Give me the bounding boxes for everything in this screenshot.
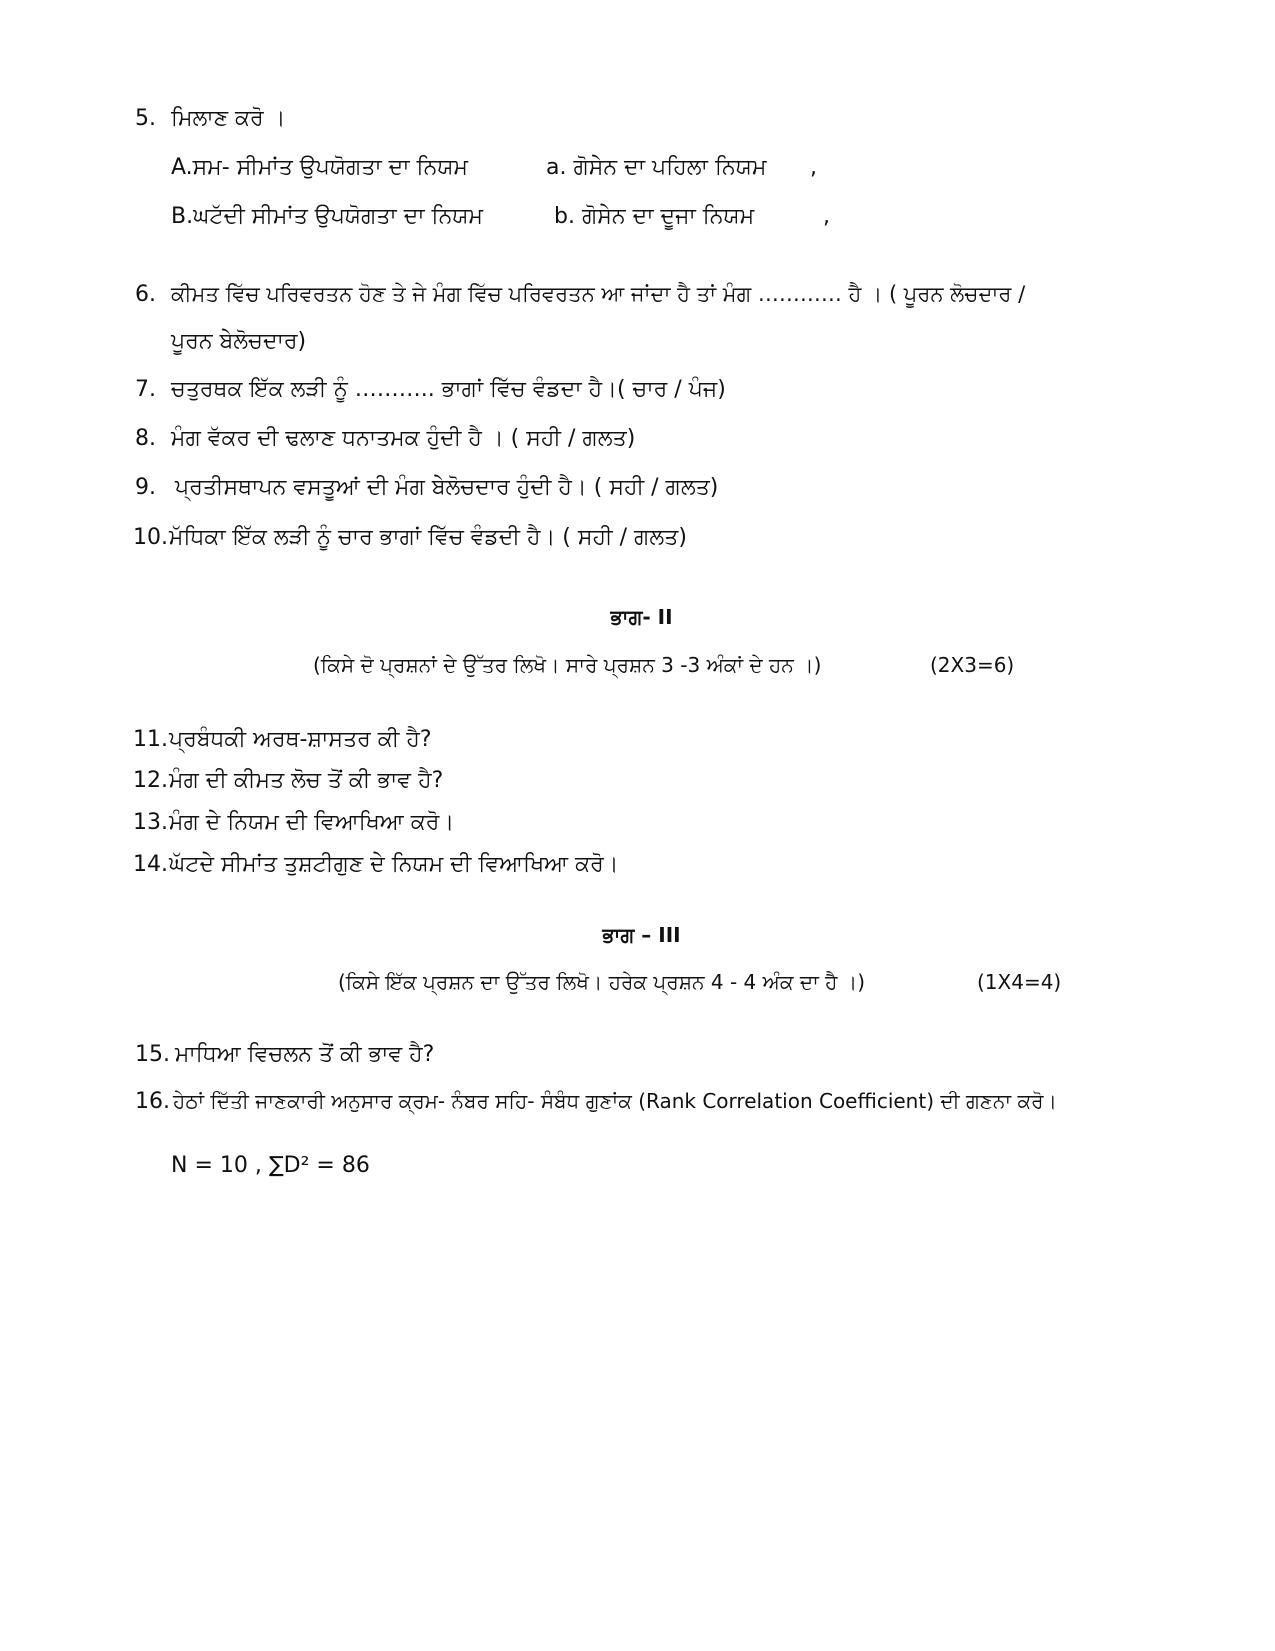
question-6-continuation: ਪੂਰਨ ਬੇਲੋਚਦਾਰ)	[171, 329, 307, 354]
question-9	[135, 473, 718, 503]
question-13	[133, 808, 454, 838]
question-8	[135, 424, 635, 454]
section-marks-part-3: (1X4=4)	[977, 970, 1062, 994]
question-text: ਮੰਗ ਵੱਕਰ ਦੀ ਢਲਾਣ ਧਨਾਤਮਕ ਹੁੰਦੀ ਹੈ । ( ਸਹੀ / ਗਲਤ)	[171, 426, 636, 451]
question-number: 6.	[135, 282, 156, 307]
question-number: 15.	[135, 1042, 170, 1067]
match-mark-a: ,	[810, 155, 817, 180]
section-heading-part-2: ਭਾਗ- II	[610, 605, 673, 629]
section-instruction-part-3: (ਕਿਸੇ ਇੱਕ ਪ੍ਰਸ਼ਨ ਦਾ ਉੱਤਰ ਲਿਖੋ। ਹਰੇਕ ਪ੍ਰਸ਼ਨ 4 - 4 ਅੰਕ ਦਾ ਹੈ ।)	[338, 970, 866, 994]
section-instruction-part-2: (ਕਿਸੇ ਦੋ ਪ੍ਰਸ਼ਨਾਂ ਦੇ ਉੱਤਰ ਲਿਖੋ। ਸਾਰੇ ਪ੍ਰਸ਼ਨ 3 -3 ਅੰਕਾਂ ਦੇ ਹਨ ।)	[313, 653, 822, 677]
question-text: ਪ੍ਰਬੰਧਕੀ ਅਰਥ-ਸ਼ਾਸਤਰ ਕੀ ਹੈ?	[169, 727, 432, 752]
question-14	[133, 850, 619, 880]
section-marks-part-2: (2X3=6)	[930, 653, 1015, 677]
question-11	[133, 725, 432, 755]
question-6	[135, 279, 1025, 310]
question-number: 16.	[135, 1089, 170, 1114]
question-number: 9.	[135, 475, 156, 500]
question-text: ਮੰਗ ਦੇ ਨਿਯਮ ਦੀ ਵਿਆਖਿਆ ਕਰੋ।	[169, 810, 455, 835]
question-number: 5.	[135, 106, 156, 131]
question-number: 8.	[135, 426, 156, 451]
match-left-b: B.ਘਟੱਦੀ ਸੀਮਾਂਤ ਉਪਯੋਗਤਾ ਦਾ ਨਿਯਮ	[171, 204, 484, 229]
question-text: ਮਿਲਾਣ ਕਰੋ ।	[171, 106, 286, 131]
question-7	[135, 375, 726, 405]
match-right-a: a. ਗੋਸੇਨ ਦਾ ਪਹਿਲਾ ਨਿਯਮ	[546, 155, 767, 180]
question-text: ਮੱਧਿਕਾ ਇੱਕ ਲੜੀ ਨੂੰ ਚਾਰ ਭਾਗਾਂ ਵਿੱਚ ਵੰਡਦੀ ਹੈ। ( ਸਹੀ / ਗਲਤ)	[169, 525, 687, 550]
question-text: ਕੀਮਤ ਵਿੱਚ ਪਰਿਵਰਤਨ ਹੋਣ ਤੇ ਜੇ ਮੰਗ ਵਿੱਚ ਪਰਿਵਰਤਨ ਆ ਜਾਂਦਾ ਹੈ ਤਾਂ ਮੰਗ ………… ਹੈ । ( ਪੂਰਨ ਲੋਚਦਾਰ /	[171, 282, 1026, 306]
question-number: 14.	[133, 852, 168, 877]
match-right-b: b. ਗੋਸੇਨ ਦਾ ਦੂਜਾ ਨਿਯਮ	[554, 204, 755, 229]
question-number: 7.	[135, 377, 156, 402]
question-text: ਮਾਧਿਆ ਵਿਚਲਨ ਤੋਂ ਕੀ ਭਾਵ ਹੈ?	[175, 1042, 435, 1067]
question-text: ਹੇਠਾਂ ਦਿੱਤੀ ਜਾਣਕਾਰੀ ਅਨੁਸਾਰ ਕ੍ਰਮ- ਨੰਬਰ ਸਹਿ- ਸੰਬੰਧ ਗੁਣਾਂਕ (Rank Correlation Coefficient) ਦੀ ਗਣਨਾ ਕਰੋ।	[173, 1089, 1058, 1113]
question-12	[133, 766, 443, 796]
question-text: ਪ੍ਰਤੀਸਥਾਪਨ ਵਸਤੂਆਂ ਦੀ ਮੰਗ ਬੇਲੋਚਦਾਰ ਹੁੰਦੀ ਹੈ। ( ਸਹੀ / ਗਲਤ)	[175, 475, 719, 500]
question-text: ਮੰਗ ਦੀ ਕੀਮਤ ਲੋਚ ਤੋਂ ਕੀ ਭਾਵ ਹੈ?	[169, 768, 444, 793]
given-values: N = 10 , ∑D² = 86	[171, 1153, 370, 1178]
question-5	[135, 104, 286, 134]
question-text: ਘੱਟਦੇ ਸੀਮਾਂਤ ਤੁਸ਼ਟੀਗੁਣ ਦੇ ਨਿਯਮ ਦੀ ਵਿਆਖਿਆ ਕਰੋ।	[169, 852, 619, 877]
question-10	[133, 523, 687, 553]
match-left-a: A.ਸਮ- ਸੀਮਾਂਤ ਉਪਯੋਗਤਾ ਦਾ ਨਿਯਮ	[171, 155, 468, 180]
question-15	[135, 1040, 434, 1070]
match-mark-b: ,	[823, 204, 830, 229]
question-number: 13.	[133, 810, 168, 835]
question-number: 12.	[133, 768, 168, 793]
question-text: ਚਤੁਰਥਕ ਇੱਕ ਲੜੀ ਨੂੰ ……….. ਭਾਗਾਂ ਵਿੱਚ ਵੰਡਦਾ ਹੈ।( ਚਾਰ / ਪੰਜ)	[171, 377, 726, 402]
question-16	[135, 1086, 1057, 1117]
section-heading-part-3: ਭਾਗ – III	[602, 923, 681, 947]
question-number: 11.	[133, 727, 168, 752]
question-number: 10.	[133, 525, 168, 550]
